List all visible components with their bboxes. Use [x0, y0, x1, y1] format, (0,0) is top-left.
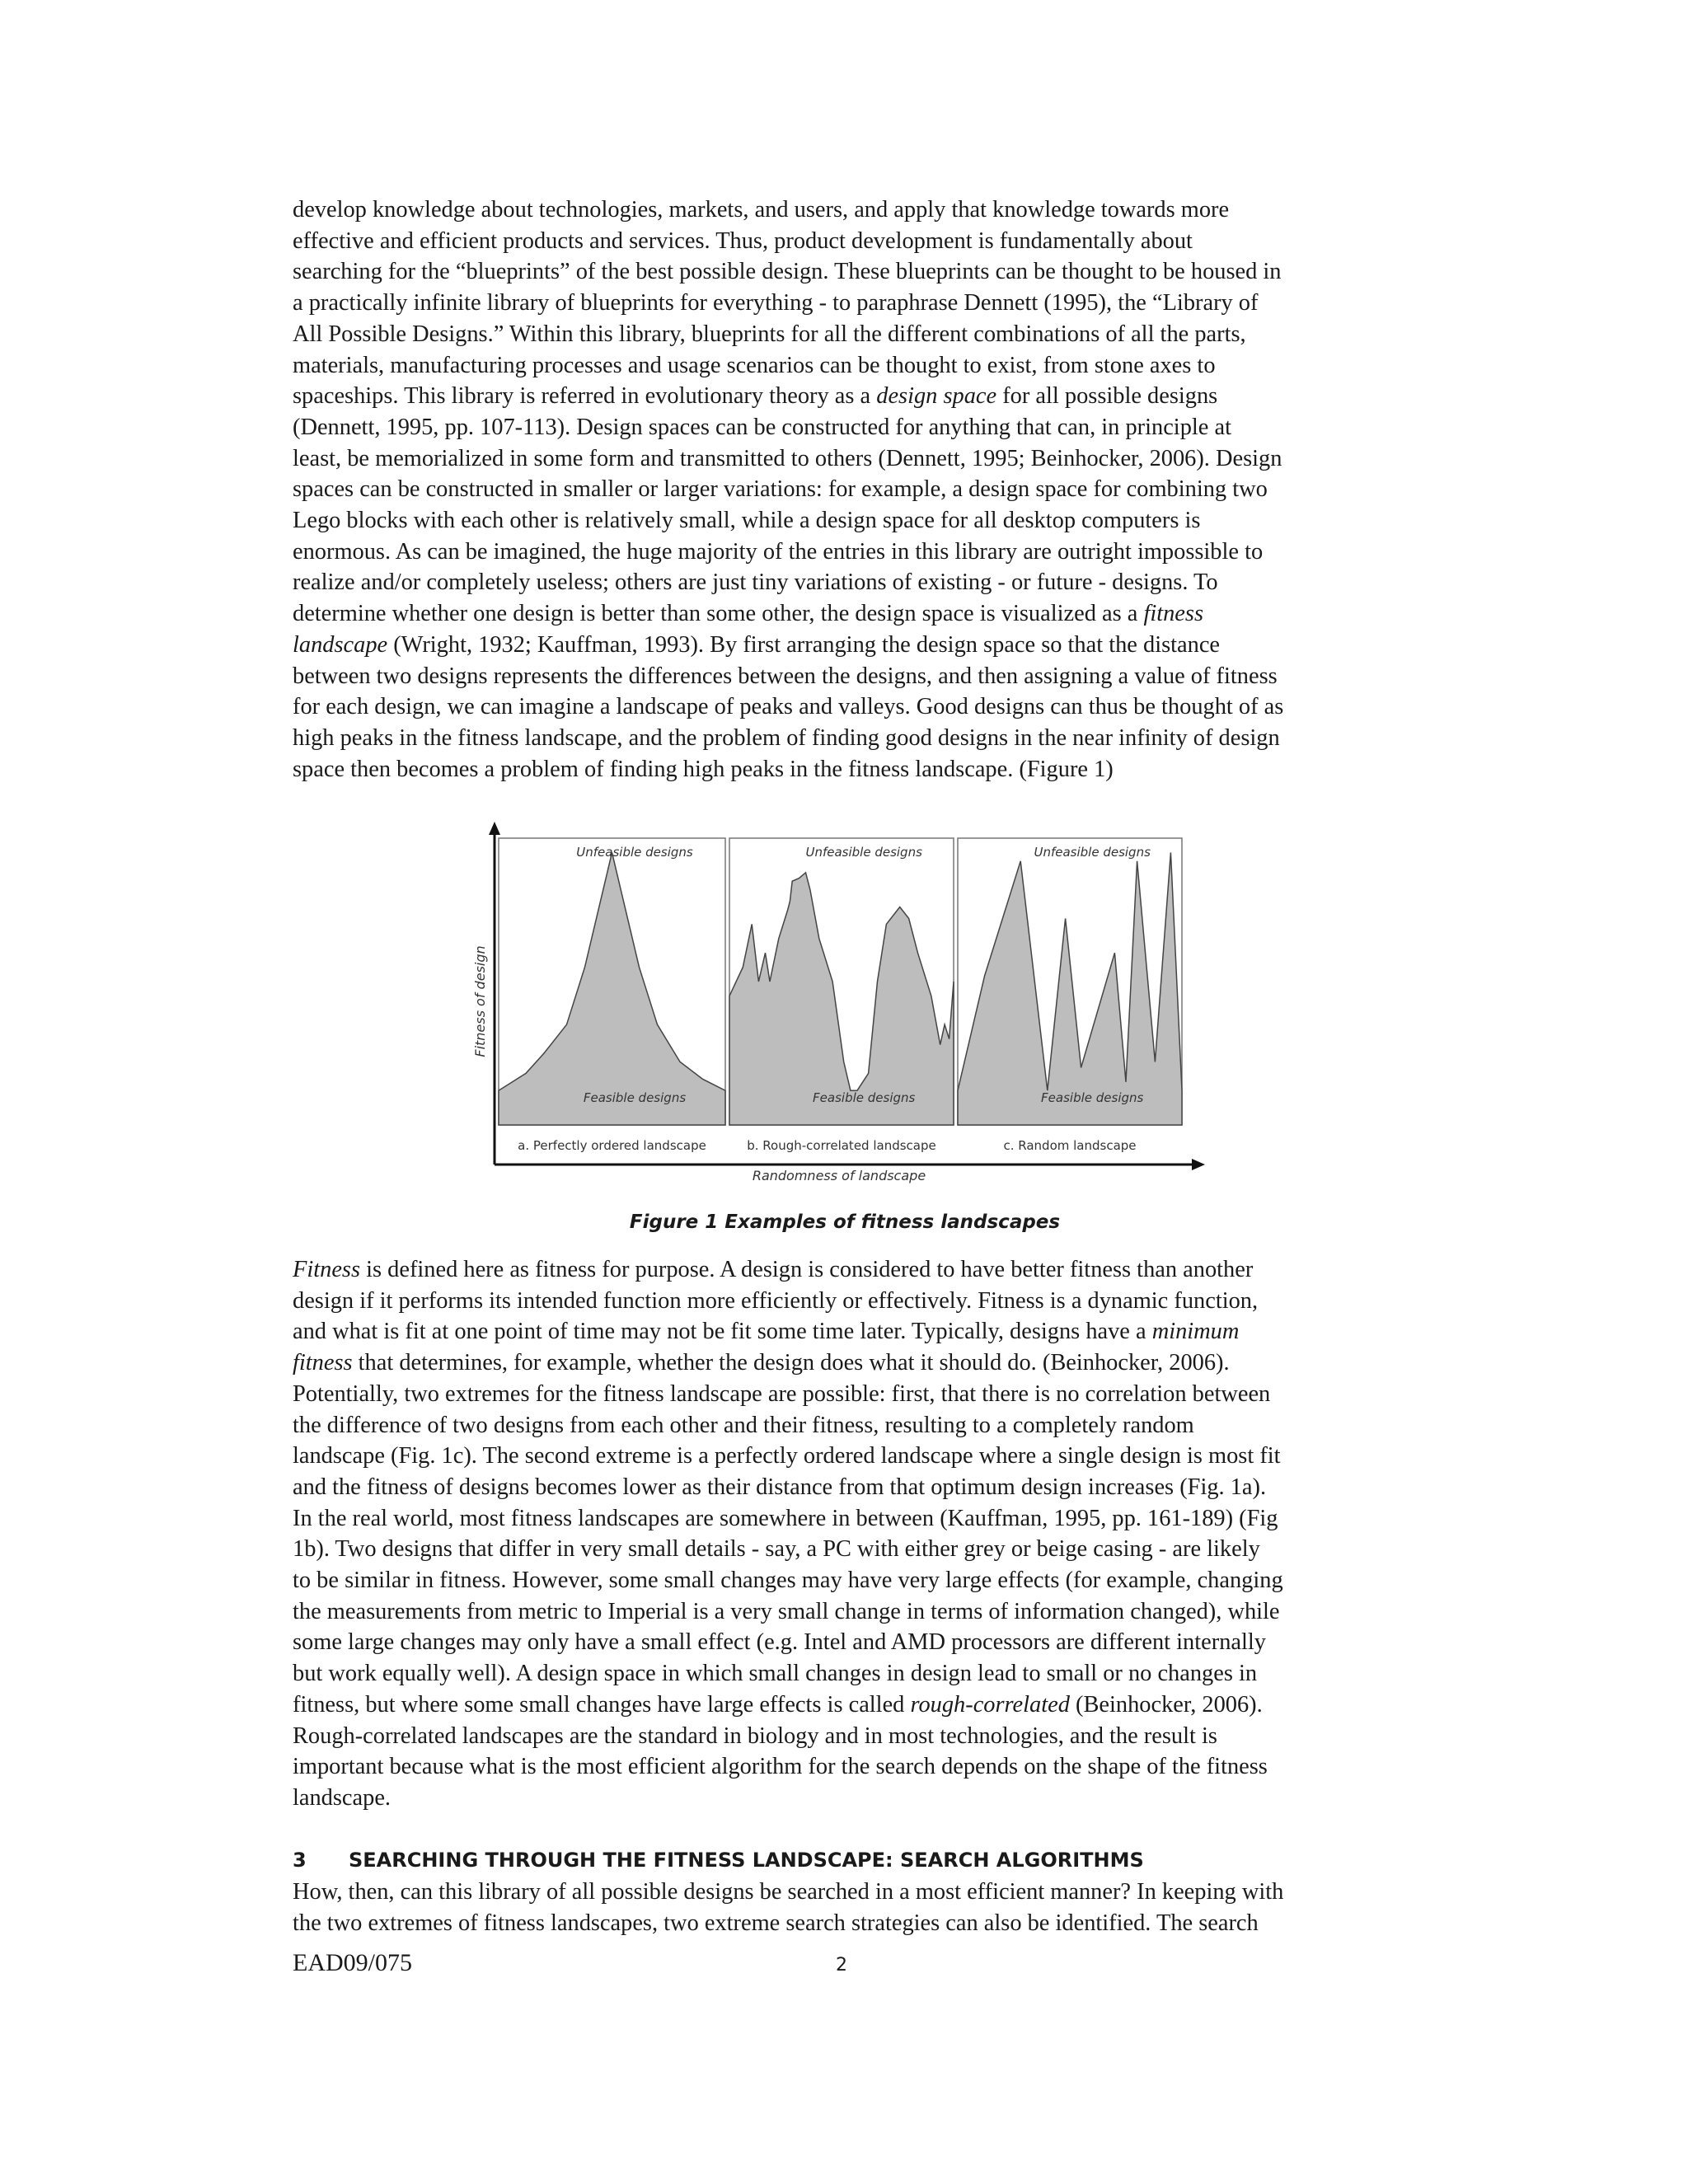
text-line: design if it performs its intended function more efficiently or effectively. Fitness is a dynamic function,: [293, 1287, 1259, 1314]
text-line: fitness that determines, for example, whether the design does what it should do. (Beinhocker, 2006).: [293, 1350, 1230, 1376]
text-line: landscape (Wright, 1932; Kauffman, 1993). By first arranging the design space so that the distance: [293, 631, 1221, 658]
text-line: to be similar in fitness. However, some small changes may have very large effects (for example, changing: [293, 1568, 1283, 1594]
italic-term: minimum: [1151, 1319, 1240, 1345]
figure-caption: Figure 1 Examples of fitness landscapes: [629, 1212, 1061, 1233]
feasible-label: Feasible designs: [1041, 1090, 1144, 1105]
panel-label: c. Random landscape: [1003, 1138, 1137, 1153]
text-line: fitness, but where some small changes have large effects is called rough-correlated (Beinhocker, 2006).: [293, 1691, 1263, 1718]
text-line: Potentially, two extremes for the fitness landscape are possible: first, that there is no correlation between: [293, 1380, 1271, 1407]
body-paragraph-1: [293, 194, 1397, 785]
text-line: landscape.: [293, 1784, 392, 1811]
unfeasible-label: Unfeasible designs: [805, 845, 922, 860]
text-line: materials, manufacturing processes and usage scenarios can be thought to exist, from stone axes to: [293, 352, 1216, 378]
text-line: and the fitness of designs becomes lower as their distance from that optimum design increases (Fig. 1a).: [293, 1474, 1267, 1500]
text-line: searching for the “blueprints” of the best possible design. These blueprints can be thought to be housed in: [293, 259, 1282, 285]
text-line: 1b). Two designs that differ in very small details - say, a PC with either grey or beige casing - are likely: [293, 1536, 1260, 1563]
unfeasible-label: Unfeasible designs: [576, 845, 693, 860]
text-line: effective and efficient products and services. Thus, product development is fundamentally about: [293, 227, 1193, 254]
text-line: least, be memorialized in some form and transmitted to others (Dennett, 1995; Beinhocker, 2006). Design: [293, 445, 1282, 471]
text-line: spaces can be constructed in smaller or larger variations: for example, a design space for combining two: [293, 476, 1268, 503]
italic-term: rough-correlated: [910, 1691, 1070, 1718]
text-line: Fitness is defined here as fitness for purpose. A design is considered to have better fitness than another: [293, 1257, 1254, 1282]
y-axis-label: Fitness of design: [472, 945, 488, 1057]
text-line: spaceships. This library is referred in evolutionary theory as a design space for all possible designs: [293, 383, 1218, 410]
italic-term: design space: [876, 383, 997, 410]
section-number: 3: [293, 1849, 307, 1872]
feasible-label: Feasible designs: [583, 1090, 687, 1105]
text-line: and what is fit at one point of time may not be fit some time later. Typically, designs have a minimum: [293, 1319, 1240, 1345]
text-line: the difference of two designs from each other and their fitness, resulting to a completely random: [293, 1412, 1194, 1438]
text-line: Rough-correlated landscapes are the standard in biology and in most technologies, and the result is: [293, 1722, 1217, 1749]
y-axis-arrow: [489, 822, 500, 835]
figure-1: [470, 820, 1212, 1191]
italic-term: fitness: [1143, 601, 1203, 627]
text-line: a practically infinite library of blueprints for everything - to paraphrase Dennett (1995), the “Library of: [293, 290, 1259, 316]
landscape-panel: [958, 838, 1182, 1153]
italic-term: fitness: [293, 1350, 353, 1376]
footer-document-id: EAD09/075: [293, 1949, 412, 1976]
text-line: the two extremes of fitness landscapes, two extreme search strategies can also be identified. The search: [293, 1910, 1259, 1936]
text-line: Lego blocks with each other is relatively small, while a design space for all desktop computers is: [293, 508, 1201, 534]
text-line: but work equally well). A design space in which small changes in design lead to small or no changes in: [293, 1661, 1258, 1687]
body-paragraph-2: [293, 1254, 1397, 1814]
text-line: for each design, we can imagine a landscape of peaks and valleys. Good designs can thus be thought of as: [293, 694, 1284, 720]
text-line: between two designs represents the differences between the designs, and then assigning a value of fitness: [293, 663, 1278, 689]
italic-term: Fitness: [293, 1257, 361, 1282]
page-number: 2: [836, 1955, 847, 1975]
text-line: determine whether one design is better than some other, the design space is visualized as a fitness: [293, 601, 1203, 627]
landscape-panel: [499, 838, 725, 1153]
text-line: All Possible Designs.” Within this library, blueprints for all the different combinations of all the parts,: [293, 321, 1246, 347]
text-line: the measurements from metric to Imperial is a very small change in terms of information changed), while: [293, 1598, 1280, 1624]
feasible-label: Feasible designs: [813, 1090, 916, 1105]
italic-term: landscape: [293, 631, 388, 658]
text-line: develop knowledge about technologies, markets, and users, and apply that knowledge towards more: [293, 197, 1230, 223]
x-axis-arrow: [1192, 1159, 1205, 1170]
text-line: some large changes may only have a small effect (e.g. Intel and AMD processors are different internally: [293, 1629, 1266, 1656]
body-paragraph-3: [293, 1877, 1397, 1938]
text-line: In the real world, most fitness landscapes are somewhere in between (Kauffman, 1995, pp. 161-189) (Fig: [293, 1505, 1278, 1531]
figure-panels: [499, 838, 1182, 1153]
landscape-panel: [729, 838, 954, 1153]
panel-label: a. Perfectly ordered landscape: [518, 1138, 706, 1153]
text-line: realize and/or completely useless; others are just tiny variations of existing - or future - designs. To: [293, 569, 1218, 596]
text-line: high peaks in the fitness landscape, and the problem of finding good designs in the near infinity of design: [293, 724, 1280, 751]
x-axis-label: Randomness of landscape: [752, 1168, 926, 1183]
text-line: enormous. As can be imagined, the huge majority of the entries in this library are outright impossible to: [293, 538, 1264, 565]
text-line: How, then, can this library of all possible designs be searched in a most efficient manner? In keeping with: [293, 1879, 1284, 1905]
unfeasible-label: Unfeasible designs: [1034, 845, 1151, 860]
panel-label: b. Rough-correlated landscape: [747, 1138, 936, 1153]
text-line: landscape (Fig. 1c). The second extreme is a perfectly ordered landscape where a single design is most fit: [293, 1443, 1281, 1469]
text-line: space then becomes a problem of finding high peaks in the fitness landscape. (Figure 1): [293, 756, 1114, 782]
section-heading: [293, 1849, 1144, 1872]
text-line: (Dennett, 1995, pp. 107-113). Design spaces can be constructed for anything that can, in principle at: [293, 414, 1231, 440]
section-title: SEARCHING THROUGH THE FITNESS LANDSCAPE: SEARCH ALGORITHMS: [349, 1849, 1144, 1872]
text-line: important because what is the most efficient algorithm for the search depends on the shape of the fitness: [293, 1754, 1268, 1780]
